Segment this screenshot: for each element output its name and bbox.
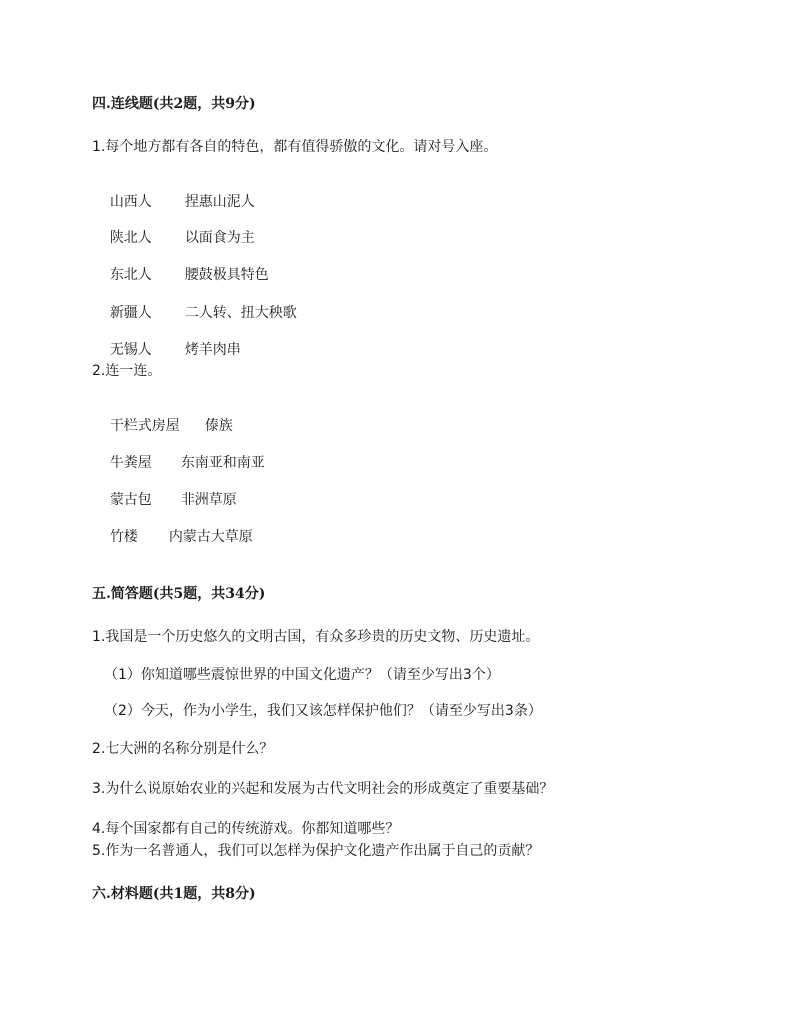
match-left: 牛粪屋 bbox=[109, 455, 152, 471]
match-right: 二人转、扭大秧歌 bbox=[184, 305, 297, 321]
match-right: 以面食为主 bbox=[184, 230, 255, 246]
match-left: 新疆人 bbox=[109, 305, 152, 321]
match-left: 无锡人 bbox=[109, 342, 152, 358]
match-right: 腰鼓极具特色 bbox=[184, 267, 269, 283]
match-left: 干栏式房屋 bbox=[109, 418, 180, 434]
question-4-1-prompt: 1.每个地方都有各自的特色，都有值得骄傲的文化。请对号入座。 bbox=[92, 139, 498, 155]
match-left: 东北人 bbox=[109, 267, 152, 283]
question-5-1-sub-1: （1）你知道哪些震惊世界的中国文化遗产？（请至少写出3个） bbox=[104, 667, 500, 683]
match-right: 东南亚和南亚 bbox=[180, 455, 265, 471]
question-5-5: 5.作为一名普通人，我们可以怎样为保护文化遗产作出属于自己的贡献？ bbox=[92, 843, 540, 859]
question-5-2: 2.七大洲的名称分别是什么？ bbox=[92, 741, 274, 757]
question-5-4: 4.每个国家都有自己的传统游戏。你都知道哪些？ bbox=[92, 821, 400, 837]
match-right: 内蒙古大草原 bbox=[168, 529, 253, 545]
match-left: 竹楼 bbox=[109, 529, 138, 545]
question-5-3: 3.为什么说原始农业的兴起和发展为古代文明社会的形成奠定了重要基础？ bbox=[92, 781, 554, 797]
section-5-heading: 五.简答题(共5题，共34分) bbox=[92, 586, 266, 602]
match-row-9 bbox=[92, 510, 253, 564]
match-left: 陕北人 bbox=[109, 230, 152, 246]
question-5-1: 1.我国是一个历史悠久的文明古国，有众多珍贵的历史文物、历史遗址。 bbox=[92, 629, 540, 645]
match-right: 傣族 bbox=[204, 418, 233, 434]
match-right: 非洲草原 bbox=[180, 492, 237, 508]
question-5-1-sub-2: （2）今天，作为小学生，我们又该怎样保护他们？（请至少写出3条） bbox=[104, 703, 542, 719]
match-right: 捏惠山泥人 bbox=[184, 194, 255, 210]
match-left: 山西人 bbox=[109, 194, 152, 210]
question-4-2-prompt: 2.连一连。 bbox=[92, 363, 162, 379]
section-6-heading: 六.材料题(共1题，共8分) bbox=[92, 886, 256, 902]
match-right: 烤羊肉串 bbox=[184, 342, 241, 358]
section-4-heading: 四.连线题(共2题，共9分) bbox=[92, 96, 256, 112]
match-left: 蒙古包 bbox=[109, 492, 152, 508]
